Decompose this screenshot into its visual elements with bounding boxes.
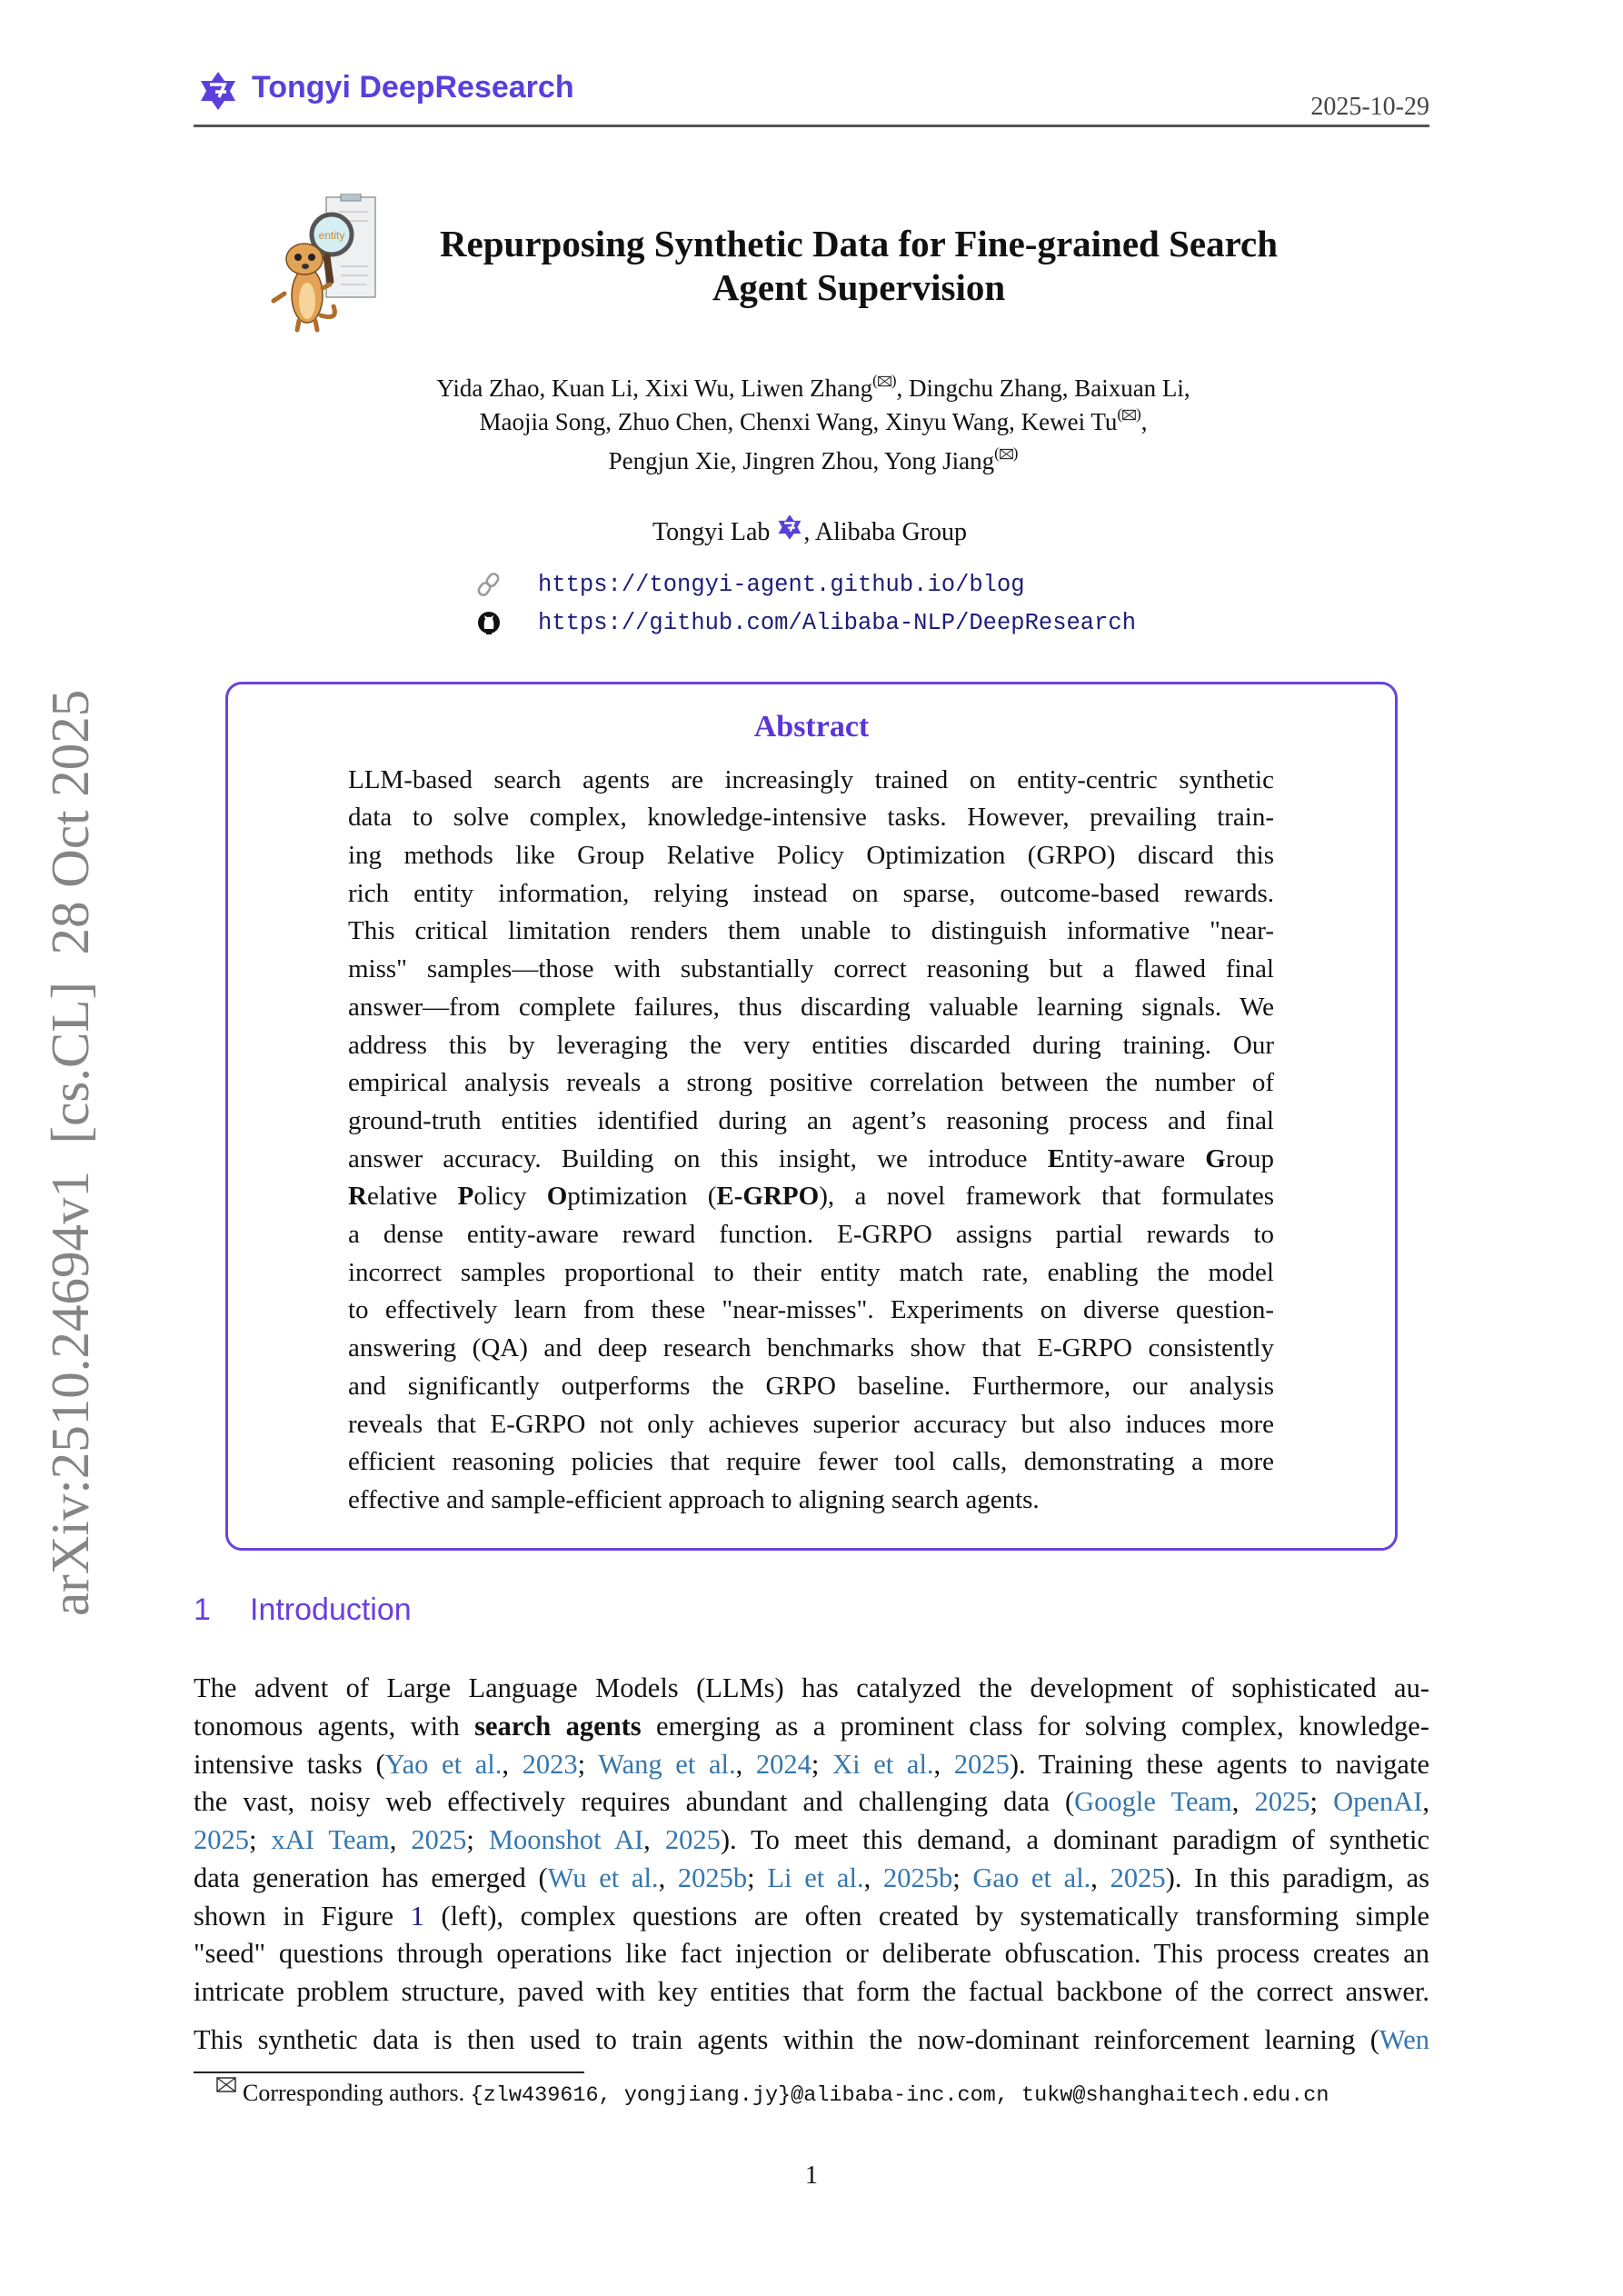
- citation-link[interactable]: 2025b: [677, 1862, 748, 1893]
- abstract-line: [348, 1409, 1274, 1439]
- abstract-line: [348, 1373, 1274, 1400]
- text-segment: address this by leveraging the very entities discarded during training. Our: [348, 1030, 1274, 1060]
- abstract-line: [348, 1449, 1274, 1475]
- text-segment: LLM-based search agents are increasingly trained on entity-centric synthetic: [348, 764, 1274, 794]
- text-segment: ,: [389, 1824, 412, 1856]
- text-segment: elative: [366, 1182, 458, 1212]
- text-segment: ;: [249, 1824, 272, 1856]
- text-segment: ,: [643, 1824, 665, 1856]
- text-segment: ;: [747, 1862, 768, 1893]
- svg-text:entity: entity: [318, 229, 345, 242]
- body-line: [194, 1975, 1429, 2007]
- envelope-icon: ( ): [994, 444, 1019, 462]
- paper-title: [404, 222, 1313, 309]
- citation-link[interactable]: Xi et al.: [832, 1748, 934, 1780]
- body-line: [194, 1674, 1429, 1702]
- text-segment: ,: [1090, 1862, 1110, 1893]
- abstract-line: [348, 1257, 1274, 1287]
- document-date: 2025-10-29: [1310, 93, 1429, 121]
- text-segment: emerging as a prominent class for solving complex, knowledge-: [641, 1711, 1429, 1742]
- affiliation: [355, 513, 1264, 545]
- section-heading: Introduction: [250, 1592, 412, 1627]
- author-names: Pengjun Xie, Jingren Zhou, Yong Jiang: [608, 447, 995, 474]
- author-line: [359, 406, 1268, 434]
- abstract-line: [348, 1143, 1274, 1173]
- author-names: Maojia Song, Zhuo Chen, Chenxi Wang, Xinyu Wang, Kewei Tu: [479, 408, 1118, 435]
- text-segment: rich entity information, relying instead on sparse, outcome-based rewards.: [348, 878, 1274, 908]
- abstract-line: [348, 1297, 1274, 1323]
- abstract-line: [348, 804, 1274, 831]
- tongyi-logo-icon: [776, 518, 803, 546]
- envelope-icon: ( ): [872, 372, 897, 389]
- text-segment: ;: [811, 1748, 833, 1780]
- citation-link[interactable]: xAI Team: [271, 1824, 390, 1856]
- text-segment: and significantly outperforms the GRPO baseline. Furthermore, our analysis: [348, 1371, 1274, 1401]
- text-segment: ,: [502, 1748, 523, 1780]
- text-segment: ), a novel framework that formulates: [819, 1182, 1274, 1212]
- text-segment: ). Training these agents to navigate: [1009, 1748, 1429, 1780]
- blog-url-link[interactable]: https://tongyi-agent.github.io/blog: [538, 572, 1025, 598]
- text-segment: ). To meet this demand, a dominant paradigm of synthetic: [720, 1824, 1430, 1856]
- abstract-line: [348, 843, 1274, 869]
- footnote-text: Corresponding authors.: [243, 2080, 471, 2106]
- citation-link[interactable]: 2025: [194, 1824, 249, 1856]
- text-segment: answer—from complete failures, thus discarding valuable learning signals. We: [348, 992, 1274, 1022]
- abstract-line: [348, 1222, 1274, 1248]
- abstract-line: [348, 1070, 1274, 1096]
- citation-link[interactable]: Wu et al.: [547, 1862, 659, 1893]
- bold-text: R: [348, 1182, 367, 1212]
- text-segment: ptimization (: [567, 1182, 717, 1212]
- citation-link[interactable]: Gao et al.: [972, 1862, 1091, 1893]
- author-names: Yida Zhao, Kuan Li, Xixi Wu, Liwen Zhang: [436, 374, 873, 402]
- abstract-line: [348, 1030, 1274, 1060]
- link-icon: [477, 573, 501, 596]
- text-segment: ;: [1309, 1786, 1334, 1818]
- text-segment: ;: [952, 1862, 973, 1893]
- github-url-link[interactable]: https://github.com/Alibaba-NLP/DeepResearch: [538, 610, 1137, 636]
- body-line: [194, 1902, 1429, 1931]
- text-segment: ;: [577, 1748, 599, 1780]
- body-line: [194, 1826, 1429, 1854]
- section-number: 1: [194, 1592, 211, 1627]
- text-segment: ,: [658, 1862, 678, 1893]
- text-segment: ing methods like Group Relative Policy Optimization (GRPO) discard this: [348, 841, 1274, 871]
- abstract-line: [348, 878, 1274, 908]
- abstract-heading: Abstract: [753, 710, 870, 744]
- text-segment: to effectively learn from these "near-misses". Experiments on diverse question-: [348, 1295, 1274, 1325]
- body-line: [194, 1748, 1429, 1780]
- body-line: [194, 1712, 1429, 1741]
- text-segment: ground-truth entities identified during an agent’s reasoning process and final: [348, 1105, 1274, 1135]
- text-segment: ntity-aware: [1065, 1143, 1206, 1173]
- citation-link[interactable]: Google Team: [1074, 1786, 1232, 1818]
- footnote: [243, 2081, 1329, 2108]
- envelope-icon: ( ): [1117, 405, 1141, 423]
- text-segment: ;: [466, 1824, 489, 1856]
- text-segment: ). In this paradigm, as: [1165, 1862, 1430, 1893]
- body-line: [194, 2026, 1429, 2054]
- bold-text: search agents: [474, 1711, 642, 1742]
- abstract-line: [348, 1484, 1274, 1514]
- text-segment: This synthetic data is then used to train agents within the now-dominant reinforcement learning (: [194, 2024, 1379, 2056]
- citation-link[interactable]: 2025: [1254, 1786, 1310, 1818]
- bold-text: P: [457, 1182, 474, 1212]
- text-segment: reveals that E-GRPO not only achieves superior accuracy but also induces more: [348, 1409, 1274, 1439]
- citation-link[interactable]: 2025: [664, 1824, 721, 1856]
- abstract-line: [348, 918, 1274, 944]
- text-segment: data to solve complex, knowledge-intensive tasks. However, prevailing train-: [348, 803, 1274, 833]
- tongyi-logo-icon: [197, 70, 239, 112]
- citation-link[interactable]: Yao et al.: [384, 1748, 503, 1780]
- citation-link[interactable]: 2023: [522, 1748, 578, 1780]
- citation-link[interactable]: Wang et al.: [598, 1748, 736, 1780]
- title-line: Repurposing Synthetic Data for Fine-grained Search: [439, 223, 1279, 265]
- github-icon: [477, 611, 501, 634]
- text-segment: efficient reasoning policies that require fewer tool calls, demonstrating a more: [348, 1447, 1274, 1477]
- footnote-emails: {zlw439616, yongjiang.jy}@alibaba-inc.com, tukw@shanghaitech.edu.cn: [470, 2083, 1329, 2108]
- text-segment: answering (QA) and deep research benchmarks show that E-GRPO consistently: [348, 1333, 1274, 1363]
- citation-link[interactable]: OpenAI: [1333, 1786, 1423, 1818]
- body-line: [194, 1788, 1429, 1816]
- text-segment: roup: [1225, 1143, 1274, 1173]
- text-segment: The advent of Large Language Models (LLMs) has catalyzed the development of sophisticated au-: [194, 1672, 1429, 1704]
- text-segment: olicy: [473, 1182, 547, 1212]
- text-segment: empirical analysis reveals a strong positive correlation between the number of: [348, 1068, 1274, 1098]
- figure-ref-link[interactable]: 1: [410, 1900, 424, 1932]
- bold-text: E: [1047, 1143, 1066, 1173]
- page-number: 1: [805, 2161, 818, 2190]
- text-segment: ,: [933, 1748, 954, 1780]
- citation-link[interactable]: 2025: [411, 1824, 467, 1856]
- text-segment: effective and sample-efficient approach to aligning search agents.: [348, 1484, 1040, 1514]
- header-divider: [194, 125, 1429, 127]
- citation-link[interactable]: 2025: [1110, 1862, 1166, 1893]
- author-names: , Dingchu Zhang, Baixuan Li,: [896, 374, 1190, 402]
- text-segment: miss" samples—those with substantially correct reasoning but a flawed final: [348, 954, 1274, 984]
- author-names: ,: [1140, 408, 1148, 435]
- author-line: [359, 373, 1268, 401]
- citation-link[interactable]: 2024: [755, 1748, 812, 1780]
- body-line: [194, 1864, 1429, 1892]
- citation-link[interactable]: 2025b: [882, 1862, 953, 1893]
- text-segment: answer accuracy. Building on this insight, we introduce: [348, 1143, 1048, 1173]
- envelope-icon: [216, 2077, 236, 2097]
- text-segment: This critical limitation renders them unable to distinguish informative "near-: [348, 916, 1274, 946]
- text-segment: intensive tasks (: [194, 1748, 385, 1780]
- title-line: Agent Supervision: [712, 266, 1006, 308]
- abstract-line: [348, 764, 1274, 794]
- abstract-line: [348, 1183, 1274, 1210]
- text-segment: ,: [1231, 1786, 1255, 1818]
- citation-link[interactable]: Moonshot AI: [488, 1824, 644, 1856]
- abstract-line: [348, 994, 1274, 1021]
- text-segment: ,: [735, 1748, 756, 1780]
- abstract-line: [348, 1105, 1274, 1135]
- citation-link[interactable]: 2025: [953, 1748, 1010, 1780]
- author-line: [359, 445, 1268, 474]
- bold-text: E-GRPO: [716, 1182, 820, 1212]
- text-segment: (left), complex questions are often created by systematically transforming simple: [423, 1900, 1430, 1932]
- text-segment: data generation has emerged (: [194, 1862, 548, 1893]
- text-segment: ,: [1422, 1786, 1429, 1818]
- lab-name: Tongyi Lab: [652, 518, 771, 546]
- text-segment: incorrect samples proportional to their entity match rate, enabling the model: [348, 1257, 1274, 1287]
- bold-text: G: [1205, 1143, 1226, 1173]
- group-name: , Alibaba Group: [803, 518, 968, 546]
- text-segment: "seed" questions through operations like fact injection or deliberate obfuscation. This process creates an: [194, 1938, 1429, 1970]
- footnote-divider: [194, 2071, 584, 2073]
- text-segment: intricate problem structure, paved with key entities that form the factual backbone of the correct answer.: [194, 1975, 1429, 2007]
- text-segment: shown in Figure: [194, 1900, 411, 1932]
- text-segment: a dense entity-aware reward function. E-GRPO assigns partial rewards to: [348, 1220, 1274, 1250]
- citation-link[interactable]: Li et al.: [767, 1862, 864, 1893]
- text-segment: ,: [863, 1862, 883, 1893]
- text-segment: the vast, noisy web effectively requires abundant and challenging data (: [194, 1786, 1075, 1818]
- citation-link[interactable]: Wen: [1379, 2024, 1429, 2056]
- text-segment: tonomous agents, with: [194, 1711, 475, 1742]
- arxiv-identifier-stamp: arXiv:2510.24694v1 [cs.CL] 28 Oct 2025: [40, 689, 100, 1616]
- brand-name: Tongyi DeepResearch: [252, 70, 574, 105]
- mascot-illustration: [266, 194, 381, 334]
- bold-text: O: [546, 1182, 568, 1212]
- abstract-line: [348, 1335, 1274, 1362]
- abstract-line: [348, 956, 1274, 983]
- body-line: [194, 1940, 1429, 1968]
